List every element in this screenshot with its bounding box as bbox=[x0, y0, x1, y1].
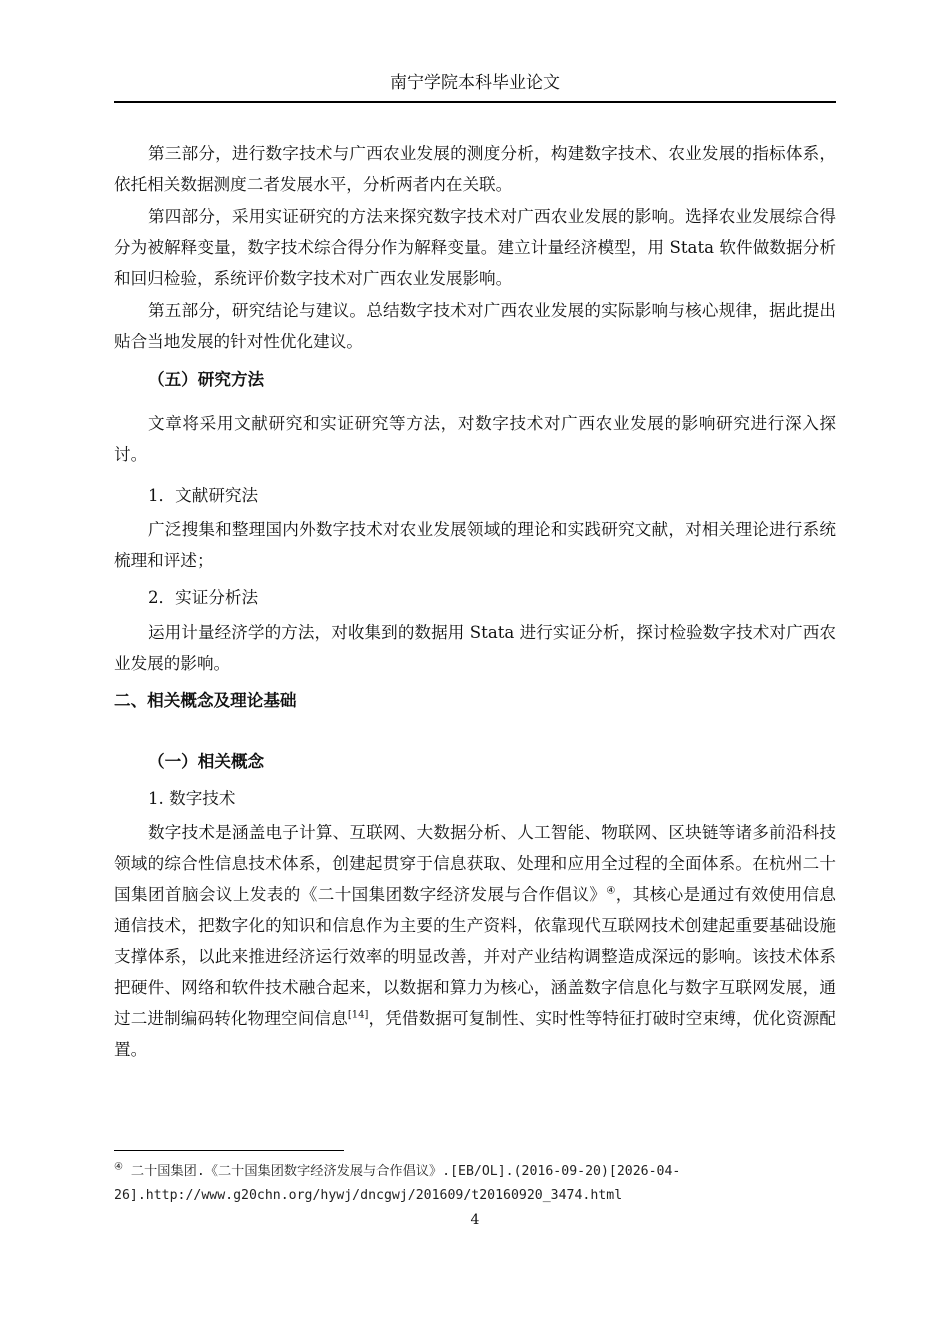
page-header-title: 南宁学院本科毕业论文 bbox=[390, 73, 560, 93]
footnote-text: 二十国集团.《二十国集团数字经济发展与合作倡议》.[EB/OL].(2016-09-20)[2026-04-26].http://www.g20chn.org/hywj/dncgwj/201609/t20160920_3474.html bbox=[114, 1164, 681, 1203]
paragraph-literature-method: 广泛搜集和整理国内外数字技术对农业发展领域的理论和实践研究文献，对相关理论进行系统梳理和评述； bbox=[114, 520, 836, 570]
paragraph-empirical-method: 运用计量经济学的方法，对收集到的数据用 Stata 进行实证分析，探讨检验数字技术对广西农业发展的影响。 bbox=[114, 623, 836, 673]
paragraph-methods-intro: 文章将采用文献研究和实证研究等方法，对数字技术对广西农业发展的影响研究进行深入探讨。 bbox=[114, 414, 836, 464]
paragraph-part-three: 第三部分，进行数字技术与广西农业发展的测度分析，构建数字技术、农业发展的指标体系，依托相关数据测度二者发展水平，分析两者内在关联。 bbox=[114, 144, 836, 194]
page-number: 4 bbox=[470, 1212, 480, 1228]
paragraph-part-four: 第四部分，采用实证研究的方法来探究数字技术对广西农业发展的影响。选择农业发展综合得分为被解释变量，数字技术综合得分作为解释变量。建立计量经济模型，用 Stata 软件做数据分析和回归检验，系统评价数字技术对广西农业发展影响。 bbox=[114, 207, 836, 288]
concept-digital-tech-title: 1. 数字技术 bbox=[148, 789, 236, 808]
footnote-ref-marker[interactable]: ④ bbox=[606, 885, 616, 897]
paragraph-digital-technology bbox=[114, 817, 836, 1065]
footnote-marker: ④ bbox=[114, 1161, 123, 1173]
paragraph-text-a: 数字技术是涵盖电子计算、互联网、大数据分析、人工智能、物联网、区块链等诸多前沿科技领域的综合性信息技术体系，创建起贯穿于信息获取、处理和应用全过程的全面体系。在杭州二十国集团首脑会议上发表的《二十国集团数字经济发展与合作倡议》 bbox=[114, 823, 836, 904]
footnote-divider bbox=[114, 1150, 344, 1151]
header-divider bbox=[114, 101, 836, 103]
method-empirical-title: 2．实证分析法 bbox=[148, 588, 259, 607]
chapter-heading-concepts-theory: 二、相关概念及理论基础 bbox=[114, 690, 297, 710]
heading-research-methods: （五）研究方法 bbox=[148, 369, 265, 389]
citation-ref[interactable]: [14] bbox=[347, 1009, 369, 1021]
paragraph-part-five: 第五部分，研究结论与建议。总结数字技术对广西农业发展的实际影响与核心规律，据此提出贴合当地发展的针对性优化建议。 bbox=[114, 301, 836, 351]
footnote bbox=[114, 1160, 836, 1208]
paragraph-text-b: ，其核心是通过有效使用信息通信技术，把数字化的知识和信息作为主要的生产资料，依靠现代互联网技术创建起重要基础设施支撑体系，以此来推进经济运行效率的明显改善，并对产业结构调整造成深远的影响。该技术体系把硬件、网络和软件技术融合起来，以数据和算力为核心，涵盖数字信息化与数字互联网发展，通过二进制编码转化物理空间信息 bbox=[114, 885, 837, 1028]
method-literature-title: 1．文献研究法 bbox=[148, 486, 259, 505]
paragraph-text-c: ，凭借数据可复制性、实时性等特征打破时空束缚，优化资源配置。 bbox=[114, 1009, 837, 1059]
heading-related-concepts: （一）相关概念 bbox=[148, 751, 265, 771]
